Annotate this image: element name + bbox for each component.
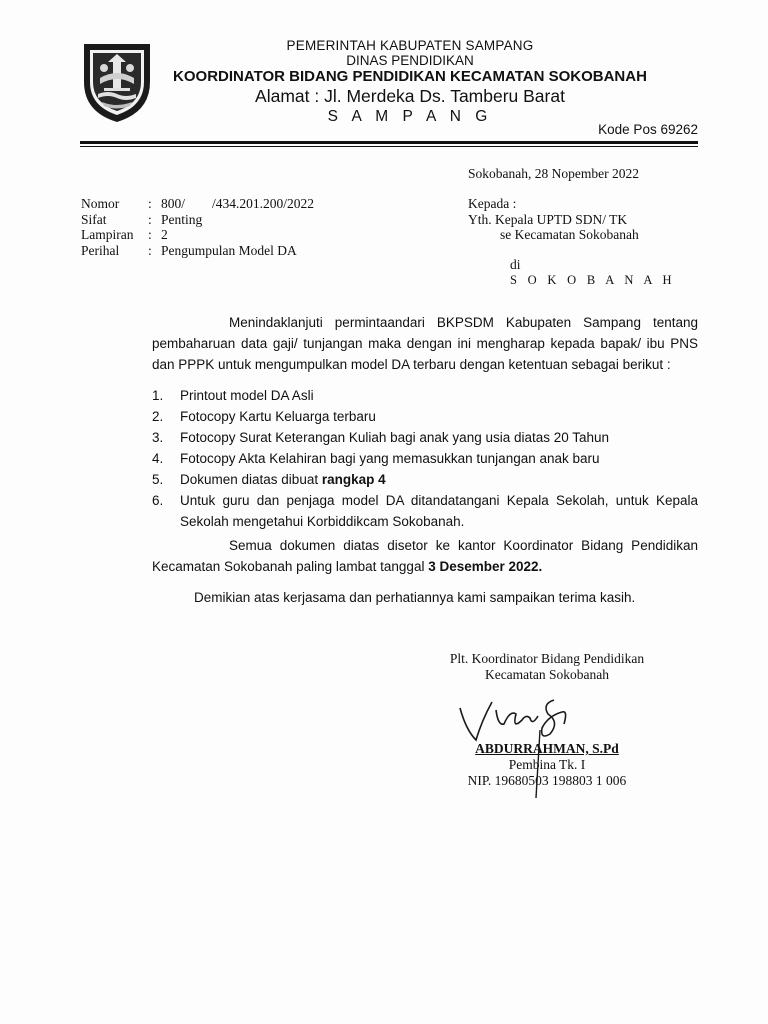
recipient-line1: Yth. Kepala UPTD SDN/ TK	[468, 211, 628, 227]
meta-row-lampiran	[81, 227, 314, 243]
recipient-label: Kepada :	[468, 196, 517, 211]
list-text-wrap	[180, 469, 698, 490]
letterhead-rule-thick	[80, 141, 698, 144]
recipient-di: di	[510, 257, 521, 272]
meta-key: Lampiran	[81, 227, 134, 242]
meta-value: Penting	[161, 211, 203, 227]
meta-row-perihal	[81, 243, 314, 259]
closing-paragraph: Demikian atas kerjasama dan perhatiannya kami sampaikan terima kasih.	[194, 590, 636, 605]
list-item	[152, 448, 698, 469]
deadline-date: 3 Desember 2022.	[428, 559, 543, 574]
meta-value: Pengumpulan Model DA	[161, 242, 297, 258]
postal-code: Kode Pos 69262	[598, 122, 698, 137]
signature-title	[422, 651, 672, 683]
meta-colon: :	[148, 227, 152, 242]
signature-title-line2: Kecamatan Sokobanah	[484, 667, 610, 682]
signatory-rank: Pembina Tk. I	[508, 757, 586, 772]
meta-row-sifat	[81, 212, 314, 228]
list-number: 4.	[152, 451, 164, 466]
requirements-list	[152, 385, 698, 532]
meta-key: Sifat	[81, 211, 107, 227]
letterhead	[150, 38, 670, 126]
letterhead-office: KOORDINATOR BIDANG PENDIDIKAN KECAMATAN SOKOBANAH	[173, 68, 647, 85]
meta-row-nomor	[81, 196, 314, 212]
signatory-name: ABDURRAHMAN, S.Pd	[475, 741, 619, 756]
deadline-paragraph	[152, 535, 698, 577]
list-text: Dokumen diatas dibuat	[180, 472, 322, 487]
recipient-block	[468, 196, 639, 243]
list-number: 3.	[152, 430, 164, 445]
recipient-city: S O K O B A N A H	[510, 273, 676, 287]
list-number: 6.	[152, 493, 164, 508]
intro-paragraph: Menindaklanjuti permintaandari BKPSDM Kabupaten Sampang tentang pembaharuan data gaji/ tunjangan maka dengan ini mengharap kepada bapak/ ibu PNS dan PPPK untuk mengumpulkan model DA terbaru dengan ketentuan sebagai berikut :	[152, 315, 698, 372]
list-item	[152, 385, 698, 406]
list-text: Fotocopy Akta Kelahiran bagi yang memasukkan tunjangan anak baru	[180, 451, 600, 466]
letter-date: Sokobanah, 28 Nopember 2022	[468, 166, 639, 181]
meta-colon: :	[148, 196, 152, 211]
meta-colon: :	[148, 211, 152, 227]
meta-key: Perihal	[81, 242, 120, 258]
letter-body	[152, 312, 698, 608]
letter-meta	[81, 196, 314, 258]
list-item	[152, 406, 698, 427]
letterhead-address: Alamat : Jl. Merdeka Ds. Tamberu Barat	[255, 86, 565, 106]
recipient-line2: se Kecamatan Sokobanah	[500, 227, 639, 242]
list-item	[152, 469, 698, 490]
letterhead-agency: DINAS PENDIDIKAN	[346, 53, 474, 68]
list-number: 1.	[152, 388, 164, 403]
list-item	[152, 490, 698, 532]
signature-title-line1: Plt. Koordinator Bidang Pendidikan	[449, 651, 645, 666]
regency-crest-icon	[78, 38, 156, 124]
list-text: Untuk guru dan penjaga model DA ditandatangani Kepala Sekolah, untuk Kepala Sekolah mengetahui Korbiddikcam Sokobanah.	[180, 493, 698, 529]
list-number: 2.	[152, 409, 164, 424]
letterhead-city: S A M P A N G	[327, 108, 493, 125]
list-number: 5.	[152, 472, 164, 487]
meta-value: 800/ /434.201.200/2022	[161, 196, 315, 211]
deadline-text: Semua dokumen diatas disetor ke kantor Koordinator Bidang Pendidikan Kecamatan Sokobanah paling lambat tanggal	[152, 538, 698, 574]
letterhead-government: PEMERINTAH KABUPATEN SAMPANG	[286, 38, 534, 53]
signatory-nip: NIP. 19680503 198803 1 006	[467, 773, 627, 788]
meta-key: Nomor	[81, 196, 120, 211]
letterhead-rule-thin	[80, 146, 698, 147]
meta-value: 2	[161, 227, 168, 242]
list-text: Fotocopy Surat Keterangan Kuliah bagi anak yang usia diatas 20 Tahun	[180, 430, 610, 445]
list-text: Printout model DA Asli	[180, 388, 314, 403]
list-text-bold: rangkap 4	[321, 472, 386, 487]
list-item	[152, 427, 698, 448]
meta-colon: :	[148, 242, 152, 258]
list-text: Fotocopy Kartu Keluarga terbaru	[180, 409, 376, 424]
